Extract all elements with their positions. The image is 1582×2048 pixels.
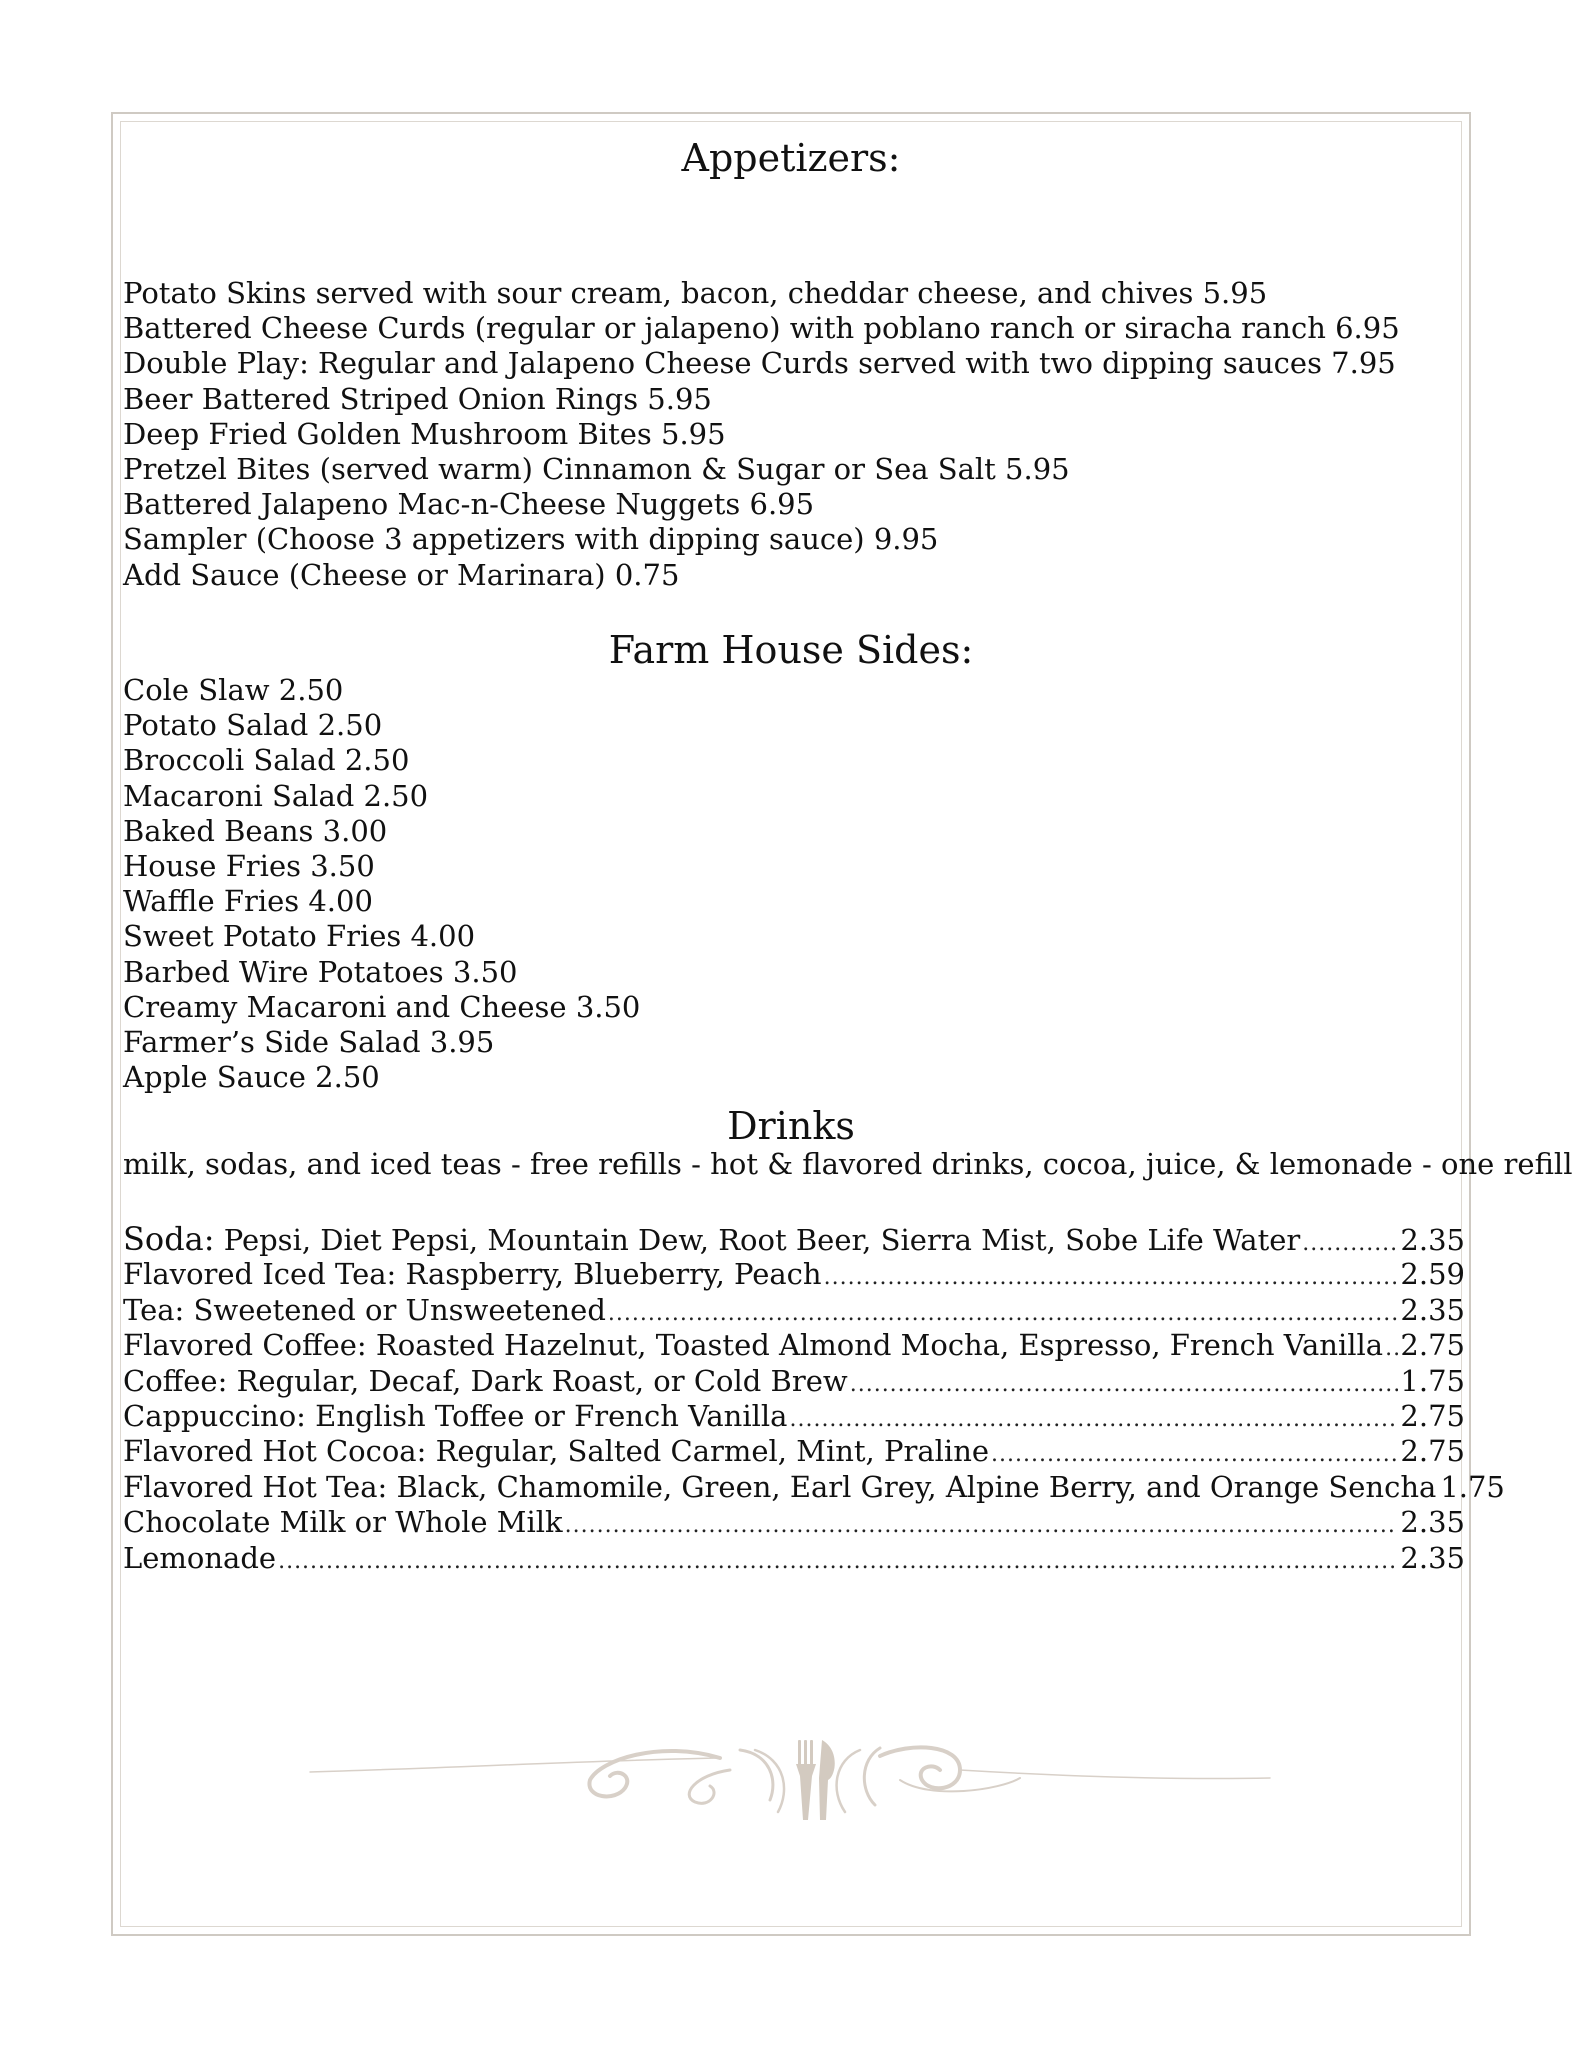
drink-price: 2.35	[1400, 1505, 1465, 1540]
sides-list	[123, 673, 640, 1095]
dot-leader	[850, 1367, 1399, 1402]
drink-price: 2.59	[1400, 1257, 1465, 1292]
drink-label: Coffee: Regular, Decaf, Dark Roast, or Cold Brew	[123, 1363, 848, 1398]
dot-leader	[789, 1402, 1398, 1437]
list-item: Broccoli Salad 2.50	[123, 743, 410, 778]
list-item: Double Play: Regular and Jalapeno Cheese Curds served with two dipping sauces 7.95	[123, 346, 1396, 381]
drink-price: 1.75	[1400, 1363, 1465, 1398]
dot-leader	[565, 1508, 1399, 1543]
drink-price: 2.75	[1400, 1434, 1465, 1469]
list-item: Potato Skins served with sour cream, bacon, cheddar cheese, and chives 5.95	[123, 276, 1268, 310]
drink-price: 2.75	[1400, 1398, 1465, 1433]
dot-leader	[991, 1437, 1398, 1472]
list-item: Sweet Potato Fries 4.00	[123, 919, 476, 954]
table-row	[123, 1328, 1465, 1363]
list-item: Battered Cheese Curds (regular or jalapeno) with poblano ranch or siracha ranch 6.95	[123, 311, 1400, 346]
table-row	[123, 1541, 1465, 1576]
drink-label: Pepsi, Diet Pepsi, Mountain Dew, Root Beer, Sierra Mist, Sobe Life Water	[214, 1223, 1301, 1257]
drinks-list	[123, 1220, 1505, 1576]
list-item: Farmer’s Side Salad 3.95	[123, 1024, 495, 1059]
list-item: Waffle Fries 4.00	[123, 884, 373, 919]
drink-price: 2.35	[1400, 1223, 1465, 1257]
drink-label: Tea: Sweetened or Unsweetened	[123, 1292, 606, 1327]
list-item: Baked Beans 3.00	[123, 813, 388, 848]
dot-leader	[1385, 1331, 1398, 1366]
drink-label: Chocolate Milk or Whole Milk	[123, 1505, 563, 1540]
list-item: Cole Slaw 2.50	[123, 673, 344, 707]
appetizers-list	[123, 276, 1400, 593]
dot-leader	[1302, 1226, 1398, 1261]
drinks-refill-note: milk, sodas, and iced teas - free refills - hot & flavored drinks, cocoa, juice, & lemonade - one refill	[123, 1147, 1573, 1181]
table-row	[123, 1469, 1505, 1505]
drink-label: Flavored Coffee: Roasted Hazelnut, Toasted Almond Mocha, Espresso, French Vanilla	[123, 1328, 1384, 1363]
list-item: Barbed Wire Potatoes 3.50	[123, 954, 518, 989]
list-item: Beer Battered Striped Onion Rings 5.95	[123, 381, 712, 416]
list-item: Creamy Macaroni and Cheese 3.50	[123, 989, 641, 1024]
drink-price: 2.35	[1400, 1292, 1465, 1327]
list-item: Macaroni Salad 2.50	[123, 778, 429, 813]
list-item: Deep Fried Golden Mushroom Bites 5.95	[123, 416, 726, 451]
drink-label: Flavored Hot Tea: Black, Chamomile, Green, Earl Grey, Alpine Berry, and Orange Sencha	[123, 1469, 1437, 1504]
table-row	[123, 1293, 1465, 1328]
table-row	[123, 1434, 1465, 1469]
table-row	[123, 1222, 1465, 1257]
drink-label: Lemonade	[123, 1540, 277, 1575]
list-item: Potato Salad 2.50	[123, 708, 383, 743]
list-item: Pretzel Bites (served warm) Cinnamon & Sugar or Sea Salt 5.95	[123, 451, 1070, 486]
list-item: Apple Sauce 2.50	[123, 1060, 380, 1095]
appetizers-heading: Appetizers:	[681, 136, 901, 180]
drink-label: Flavored Hot Cocoa: Regular, Salted Carmel, Mint, Praline	[123, 1434, 990, 1469]
list-item: Add Sauce (Cheese or Marinara) 0.75	[123, 557, 680, 592]
table-row	[123, 1505, 1465, 1540]
drink-price: 2.35	[1400, 1540, 1465, 1575]
dot-leader	[824, 1260, 1399, 1295]
drinks-heading: Drinks	[727, 1104, 855, 1148]
drink-price: 2.75	[1400, 1328, 1465, 1363]
drink-category: Soda:	[123, 1220, 215, 1258]
list-item: House Fries 3.50	[123, 848, 375, 883]
fork-knife-flourish-icon	[300, 1720, 1280, 1830]
table-row	[123, 1364, 1465, 1399]
dot-leader	[278, 1544, 1398, 1579]
list-item: Battered Jalapeno Mac-n-Cheese Nuggets 6.95	[123, 487, 815, 522]
sides-heading: Farm House Sides:	[608, 628, 974, 672]
drink-price: 1.75	[1440, 1469, 1505, 1504]
table-row	[123, 1399, 1465, 1434]
drink-label: Flavored Iced Tea: Raspberry, Blueberry, Peach	[123, 1257, 822, 1292]
drink-label: Cappuccino: English Toffee or French Vanilla	[123, 1398, 788, 1433]
dot-leader	[608, 1296, 1399, 1331]
table-row	[123, 1257, 1465, 1292]
list-item: Sampler (Choose 3 appetizers with dipping sauce) 9.95	[123, 522, 939, 557]
